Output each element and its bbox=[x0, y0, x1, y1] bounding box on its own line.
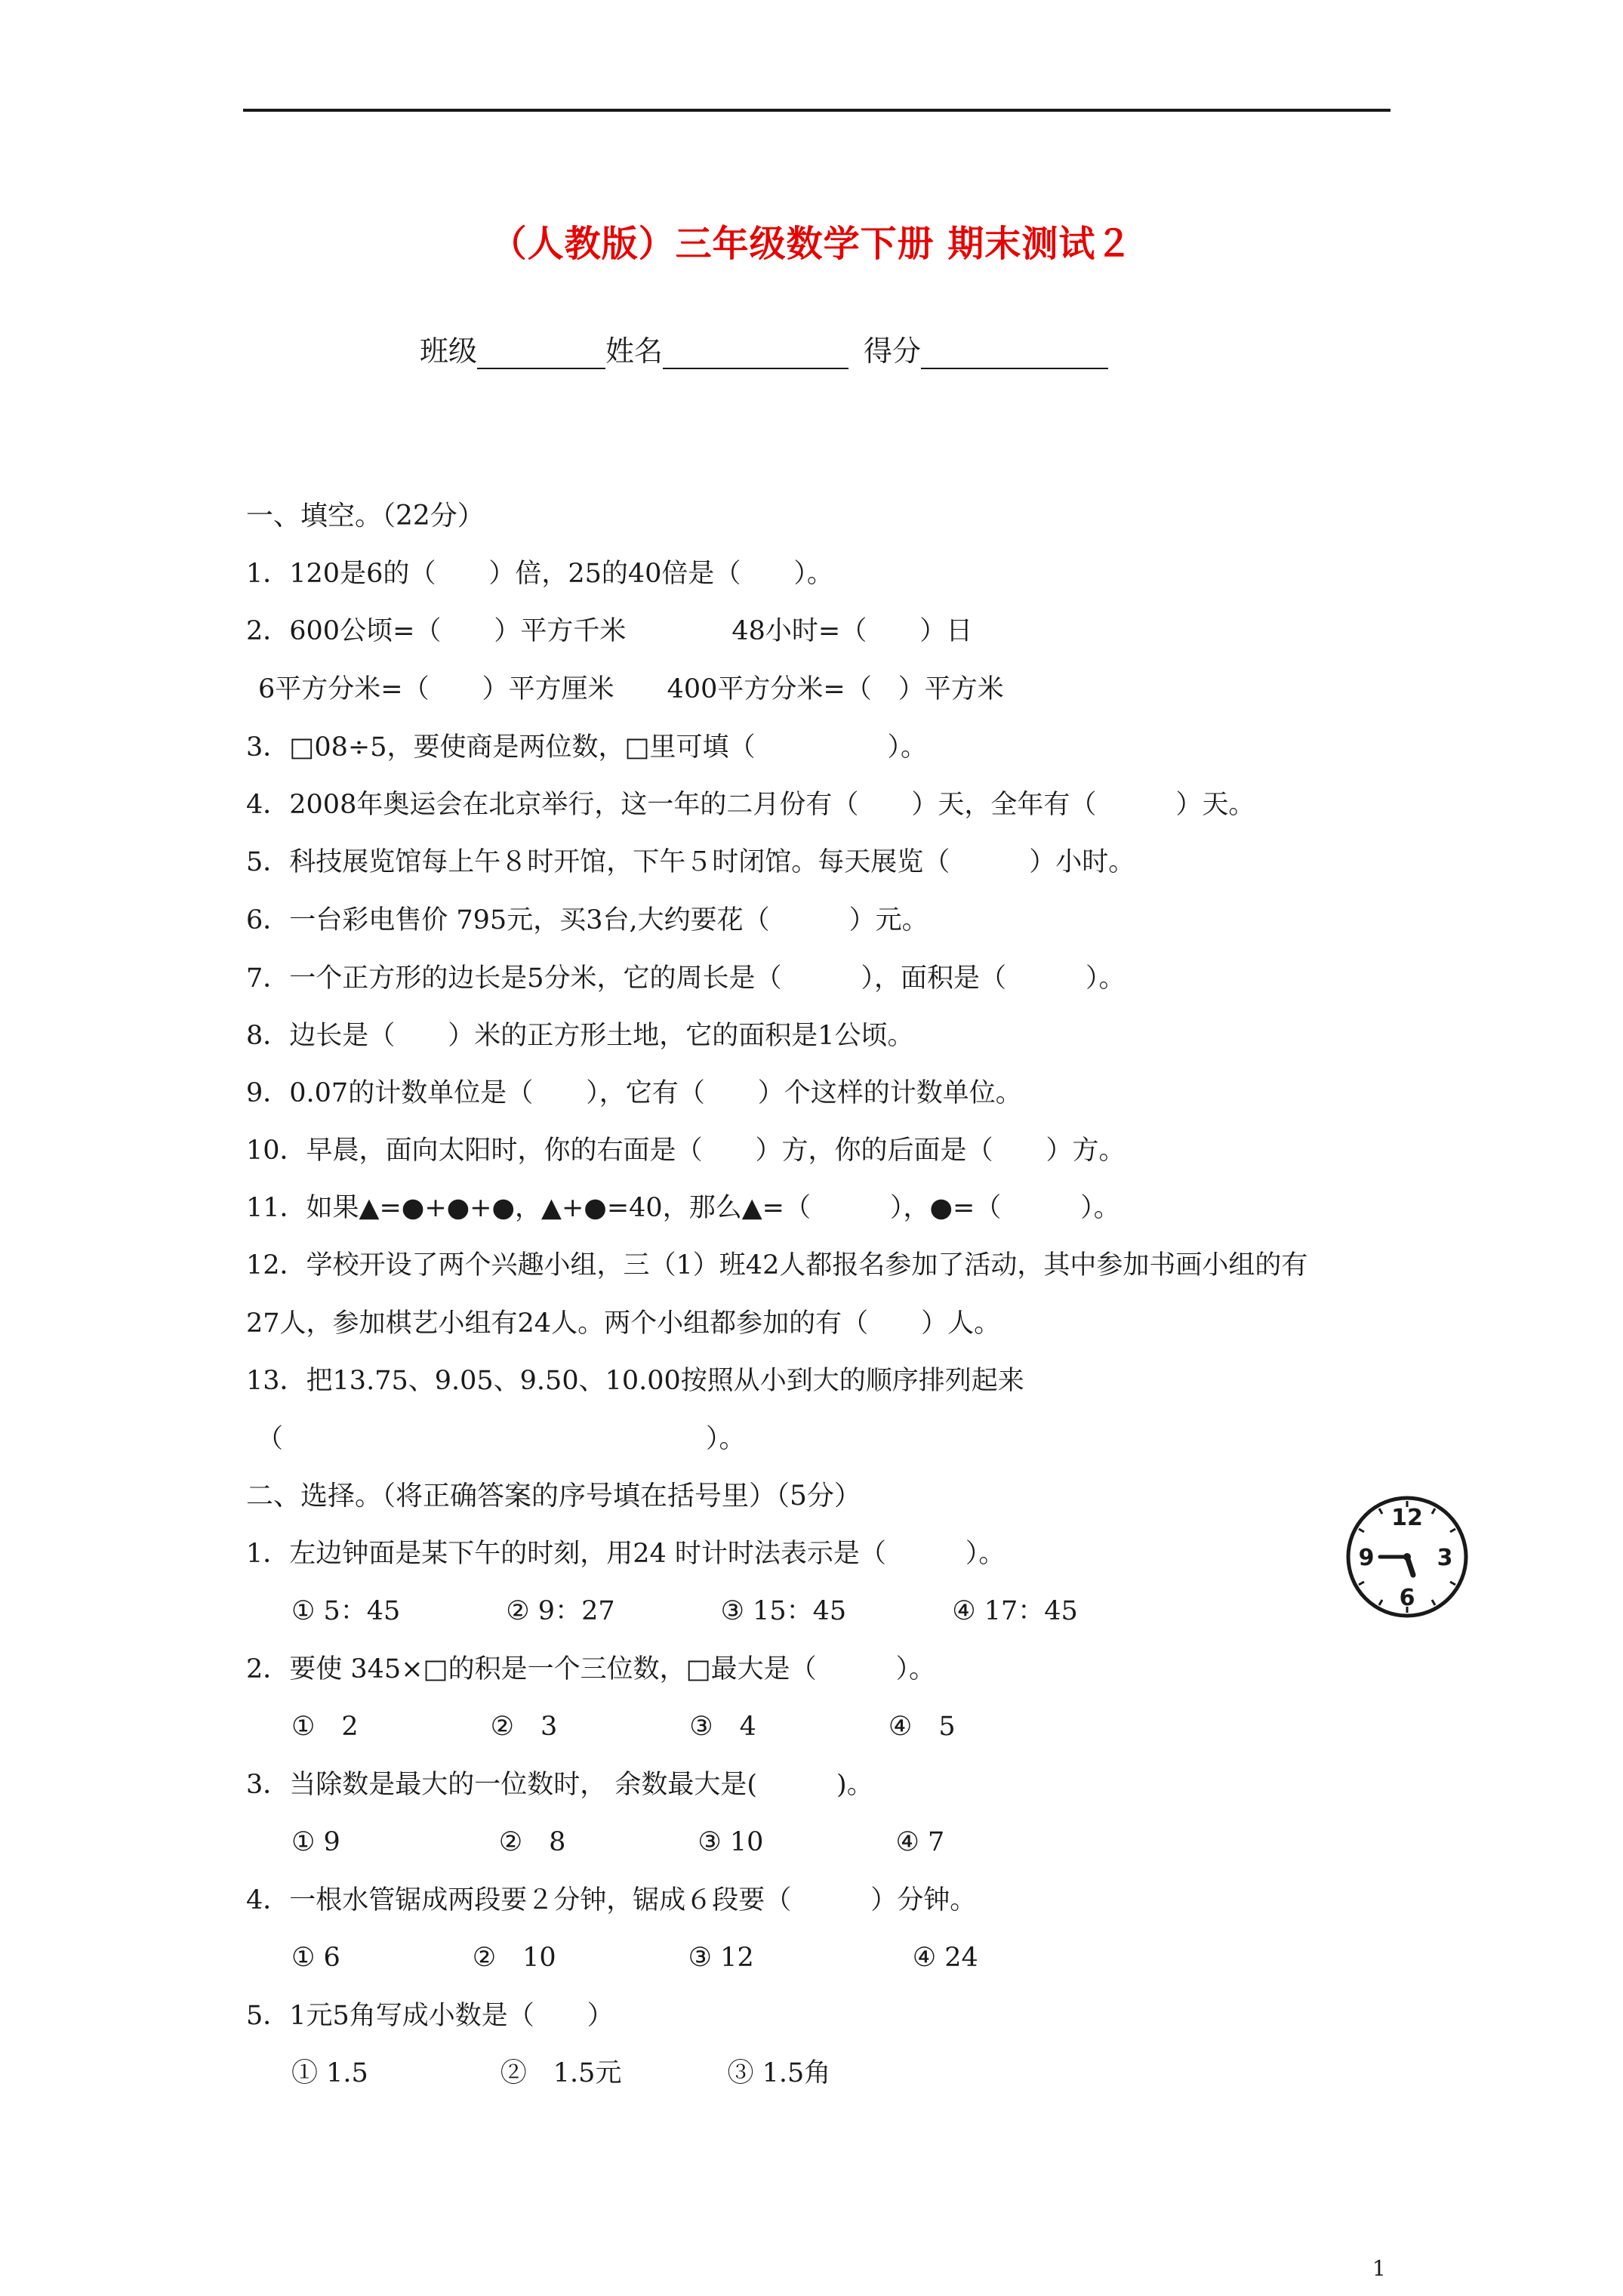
option-line: ① 1.5 ② 1.5元 ③ 1.5角 bbox=[291, 2058, 831, 2088]
option-line: ① 6 ② 10 ③ 12 ④ 24 bbox=[291, 1943, 978, 1973]
question-line: 6．一台彩电售价 795元，买3台,大约要花（ ）元。 bbox=[246, 905, 929, 935]
option-line: ① 9 ② 8 ③ 10 ④ 7 bbox=[291, 1827, 945, 1857]
score-blank[interactable] bbox=[921, 337, 1108, 369]
question-line: 1．左边钟面是某下午的时刻，用24 时计时法表示是（ ）。 bbox=[246, 1539, 1006, 1569]
question-line: 8．边长是（ ）米的正方形土地，它的面积是1公顷。 bbox=[246, 1021, 914, 1051]
question-line: 9．0.07的计数单位是（ ），它有（ ）个这样的计数单位。 bbox=[246, 1078, 1022, 1108]
question-line: 6平方分米=（ ）平方厘米 400平方分米=（ ）平方米 bbox=[258, 674, 1004, 704]
option-line: ① 2 ② 3 ③ 4 ④ 5 bbox=[291, 1712, 956, 1742]
question-line: （ ）。 bbox=[257, 1424, 746, 1454]
question-line: 3．□08÷5，要使商是两位数，□里可填（ ）。 bbox=[246, 732, 928, 763]
question-line: 27人，参加棋艺小组有24人。两个小组都参加的有（ ）人。 bbox=[246, 1308, 1001, 1339]
question-line: 1．120是6的（ ）倍，25的40倍是（ ）。 bbox=[246, 559, 833, 589]
exam-title: （人教版）三年级数学下册 期末测试２ bbox=[490, 223, 1133, 265]
question-line: 13．把13.75、9.05、9.50、10.00按照从小到大的顺序排列起来 bbox=[246, 1366, 1024, 1396]
class-blank[interactable] bbox=[477, 337, 605, 369]
question-line: 3．当除数是最大的一位数时， 余数最大是( )。 bbox=[246, 1770, 873, 1800]
clock-label-9: 9 bbox=[1358, 1545, 1375, 1571]
option-line: ① 5：45 ② 9：27 ③ 15：45 ④ 17：45 bbox=[291, 1596, 1078, 1626]
question-line: 5．1元5角写成小数是（ ） bbox=[246, 2001, 614, 2031]
question-line: 4．2008年奥运会在北京举行，这一年的二月份有（ ）天，全年有（ ）天。 bbox=[246, 790, 1255, 820]
question-line: 7．一个正方形的边长是5分米，它的周长是（ ），面积是（ ）。 bbox=[246, 963, 1126, 994]
class-label: 班级 bbox=[420, 334, 478, 368]
question-line: 12．学校开设了两个兴趣小组，三（1）班42人都报名参加了活动，其中参加书画小组的有 bbox=[246, 1250, 1308, 1281]
header-rule bbox=[243, 109, 1390, 112]
name-label: 姓名 bbox=[605, 334, 664, 368]
section-1-heading: 一、填空。（22分） bbox=[246, 501, 485, 532]
section-2-heading: 二、选择。（将正确答案的序号填在括号里）（5分） bbox=[246, 1481, 861, 1512]
page-number: 1 bbox=[1372, 2256, 1386, 2281]
question-line: 2．600公顷=（ ）平方千米 48小时=（ ）日 bbox=[246, 616, 973, 646]
student-info-row bbox=[420, 328, 1108, 369]
clock-label-3: 3 bbox=[1437, 1545, 1453, 1571]
score-label: 得分 bbox=[864, 334, 922, 368]
question-line: 4．一根水管锯成两段要２分钟，锯成６段要（ ）分钟。 bbox=[246, 1885, 977, 1915]
question-line: 2．要使 345×□的积是一个三位数，□最大是（ ）。 bbox=[246, 1654, 936, 1684]
name-blank[interactable] bbox=[663, 337, 848, 369]
clock-center bbox=[1403, 1553, 1411, 1561]
clock-face-icon bbox=[1344, 1493, 1471, 1620]
question-line: 11．如果▲=●+●+●，▲+●=40，那么▲=（ ），●=（ ）。 bbox=[246, 1193, 1120, 1223]
question-line: 5．科技展览馆每上午８时开馆，下午５时闭馆。每天展览（ ）小时。 bbox=[246, 847, 1135, 877]
question-line: 10．早晨，面向太阳时，你的右面是（ ）方，你的后面是（ ）方。 bbox=[246, 1136, 1126, 1166]
clock-label-12: 12 bbox=[1391, 1505, 1423, 1531]
clock-label-6: 6 bbox=[1399, 1585, 1415, 1611]
